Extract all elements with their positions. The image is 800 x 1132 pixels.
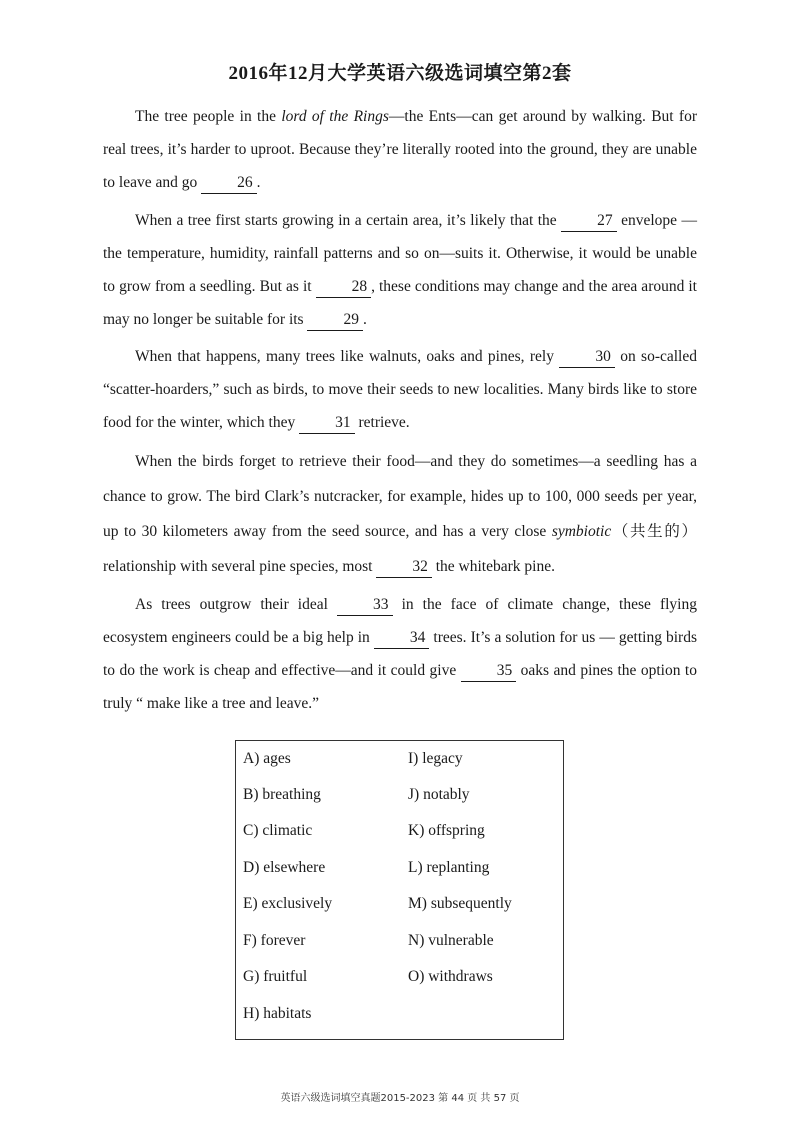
option-m: M) subsequently [408,895,512,912]
blank-28: 28 [316,277,372,298]
option-b: B) breathing [243,786,321,803]
p3-text: retrieve. [354,414,410,431]
option-o: O) withdraws [408,968,493,985]
blank-32: 32 [376,557,432,578]
p1-text: The tree people in the [135,108,282,125]
option-c: C) climatic [243,822,313,839]
page-footer: 英语六级选词填空真题2015-2023 第 44 页 共 57 页 [280,1093,520,1104]
p4-italic-term: symbiotic [551,523,612,540]
blank-29: 29 [307,310,363,331]
blank-30: 30 [559,347,615,368]
p2-text: When a tree first starts growing in a certain area, it’s likely that the [135,212,562,229]
blank-35: 35 [461,661,517,682]
word-bank [235,740,564,1040]
blank-26: 26 [201,173,257,194]
option-d: D) elsewhere [243,859,326,876]
p2-text: , these conditions may change and the area around it may no longer be suitable for its [103,278,697,328]
p2-text: . [362,311,367,328]
option-e: E) exclusively [243,895,333,912]
p1-text: . [256,174,261,191]
paragraph-3 [103,340,697,439]
option-j: J) notably [408,786,470,803]
p2-text: envelope — the temperature, humidity, rainfall patterns and so on—suits it. Otherwise, it would be unable to grow from a seedling. But as it [103,212,697,295]
p5-text: trees. It’s a solution for us — getting birds to do the work is cheap and effective—and it could give [103,629,697,679]
blank-33: 33 [337,595,393,616]
p1-text: —the Ents—can get around by walking. But for real trees, it’s harder to uproot. Because they’re literally rooted into the ground, they are unable to leave and go [103,108,697,191]
blank-27: 27 [561,211,617,232]
option-n: N) vulnerable [408,932,494,949]
option-k: K) offspring [408,822,485,839]
option-f: F) forever [243,932,306,949]
p1-italic-title: lord of the Rings [281,108,389,125]
page-title: 2016年12月大学英语六级选词填空第2套 [228,63,572,84]
p3-text: When that happens, many trees like walnuts, oaks and pines, rely [135,348,560,365]
p5-text: As trees outgrow their ideal [135,596,337,613]
option-h: H) habitats [243,1005,312,1022]
p4-text: （共生的）relationship with several pine species, most [103,523,697,575]
option-a: A) ages [243,750,291,767]
p3-text: on so-called “scatter-hoarders,” such as birds, to move their seeds to new localities. Many birds like to store food for the winter, which they [103,348,697,431]
p4-text: When the birds forget to retrieve their food—and they do sometimes—a seedling has a chance to grow. The bird Clark’s nutcracker, for example, hides up to 100, 000 seeds per year, up to 30 kilometers away from the seed source, and has a very close [103,453,697,540]
paragraph-4 [103,444,697,584]
option-i: I) legacy [408,750,463,767]
option-l: L) replanting [408,859,490,876]
paragraph-2 [103,204,697,336]
blank-34: 34 [374,628,430,649]
paragraph-1 [103,100,697,199]
p4-text: the whitebark pine. [431,558,555,575]
option-g: G) fruitful [243,968,308,985]
p5-text: oaks and pines the option to truly “ make like a tree and leave.” [103,662,697,712]
paragraph-5 [103,588,697,720]
p5-text: in the face of climate change, these flying ecosystem engineers could be a big help in [103,596,697,646]
blank-31: 31 [299,413,355,434]
